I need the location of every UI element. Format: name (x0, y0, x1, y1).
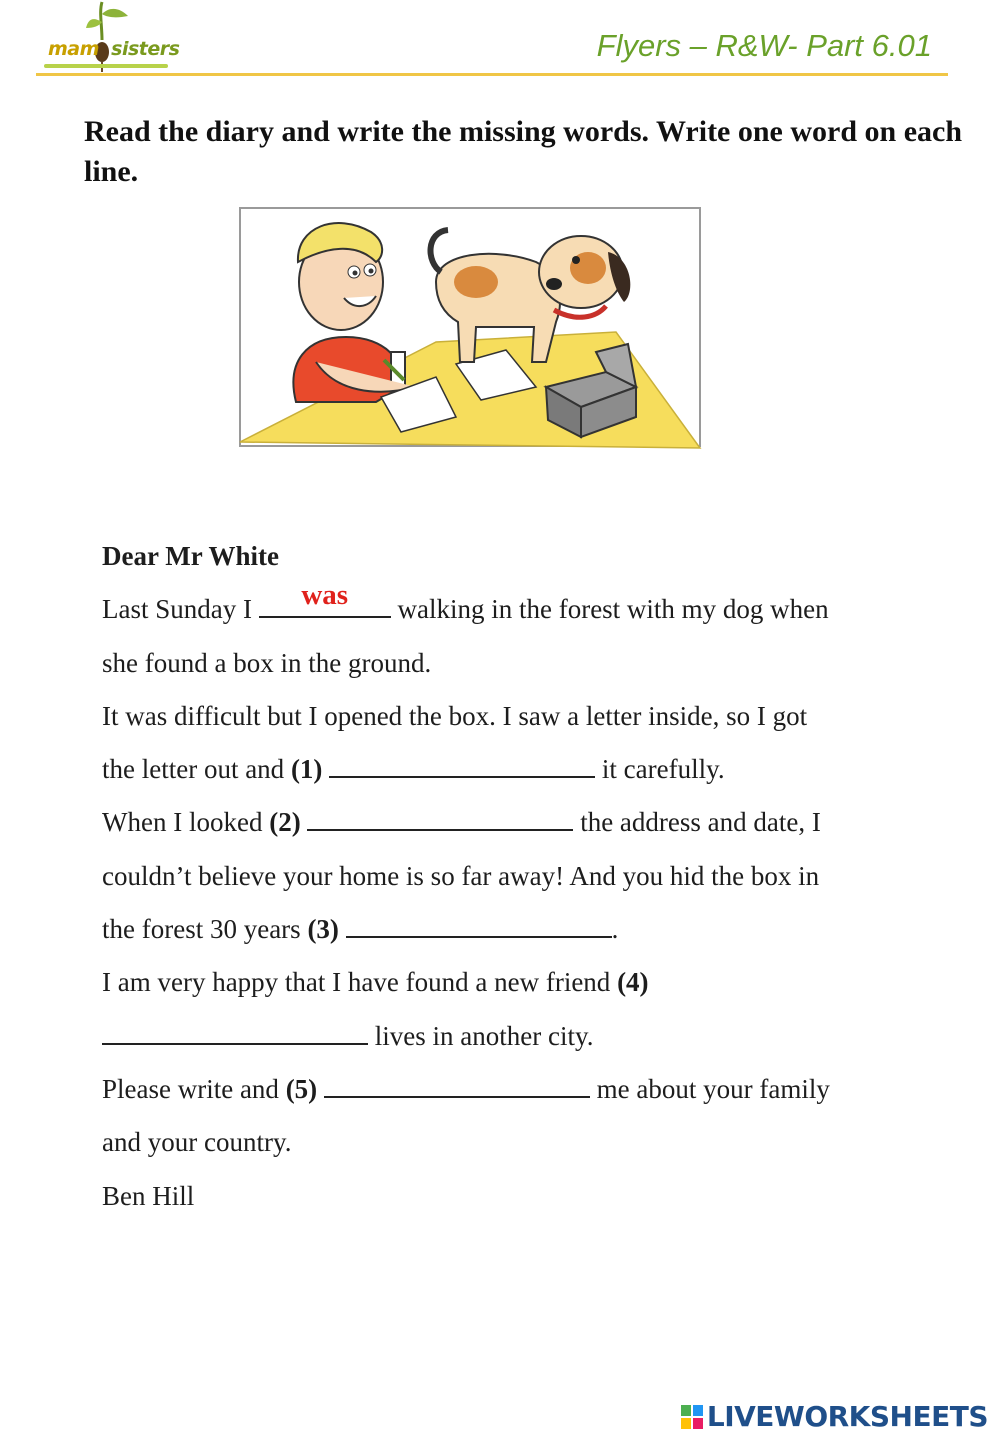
logo-text-part1: mam (48, 38, 99, 60)
letter-line-q4 (102, 956, 922, 1009)
letter-line: couldn’t believe your home is so far away! And you hid the box in (102, 860, 820, 891)
q1-text-after: it carefully. (595, 754, 725, 785)
letter-signature: Ben Hill (102, 1180, 195, 1211)
letter-line-q1 (102, 743, 922, 796)
q4-text-after: lives in another city. (368, 1020, 594, 1051)
q5-answer-blank[interactable] (324, 1074, 590, 1098)
q2-number: (2) (269, 807, 301, 838)
q4-text-before: I am very happy that I have found a new friend (102, 967, 618, 998)
letter-line-q2 (102, 796, 922, 849)
diary-letter (102, 530, 922, 1223)
letter-line-q4-cont (102, 1010, 922, 1063)
q3-number: (3) (307, 914, 339, 945)
greeting-text: Dear Mr White (102, 541, 279, 571)
example-answer-blank (259, 579, 391, 618)
q4-answer-blank[interactable] (102, 1021, 368, 1045)
example-answer: was (301, 579, 349, 612)
example-text-before: Last Sunday I (102, 594, 259, 625)
boy-dog-box-illustration-icon (236, 202, 704, 452)
q5-text-after: me about your family (589, 1073, 830, 1104)
q5-text-before: Please write and (102, 1073, 286, 1104)
q3-text-before: the forest 30 years (102, 914, 308, 945)
mamsisters-logo (44, 0, 180, 80)
q5-number: (5) (285, 1073, 318, 1104)
brand-text: LIVEWORKSHEETS (706, 1400, 988, 1433)
letter-line: It was difficult but I opened the box. I saw a letter inside, so I got (102, 700, 808, 731)
q3-text-after: . (611, 914, 619, 945)
q3-answer-blank[interactable] (346, 914, 612, 938)
letter-line-example (102, 579, 922, 636)
logo-text (48, 38, 179, 60)
letter-line-q3 (102, 903, 922, 956)
letter-line-q5 (102, 1063, 922, 1116)
letter-greeting (102, 530, 922, 583)
q1-text-before: the letter out and (102, 754, 291, 785)
example-text-after: walking in the forest with my dog when (390, 594, 829, 625)
q4-number: (4) (617, 967, 649, 998)
liveworksheets-logo-icon (681, 1405, 703, 1429)
liveworksheets-brand (681, 1400, 988, 1433)
q1-number: (1) (290, 754, 323, 785)
letter-line: and your country. (102, 1127, 292, 1158)
instruction-text: Read the diary and write the missing words. Write one word on each line. (84, 115, 963, 188)
q2-text-after: the address and date, I (573, 807, 821, 838)
q2-answer-blank[interactable] (307, 807, 573, 831)
header-divider (36, 73, 948, 76)
page-title: Flyers – R&W- Part 6.01 (596, 28, 932, 63)
letter-line: she found a box in the ground. (102, 647, 432, 678)
logo-underline (44, 64, 168, 68)
q2-text-before: When I looked (102, 807, 270, 838)
illustration (236, 202, 704, 452)
q1-answer-blank[interactable] (329, 754, 595, 778)
logo-text-part2: sisters (111, 38, 180, 60)
